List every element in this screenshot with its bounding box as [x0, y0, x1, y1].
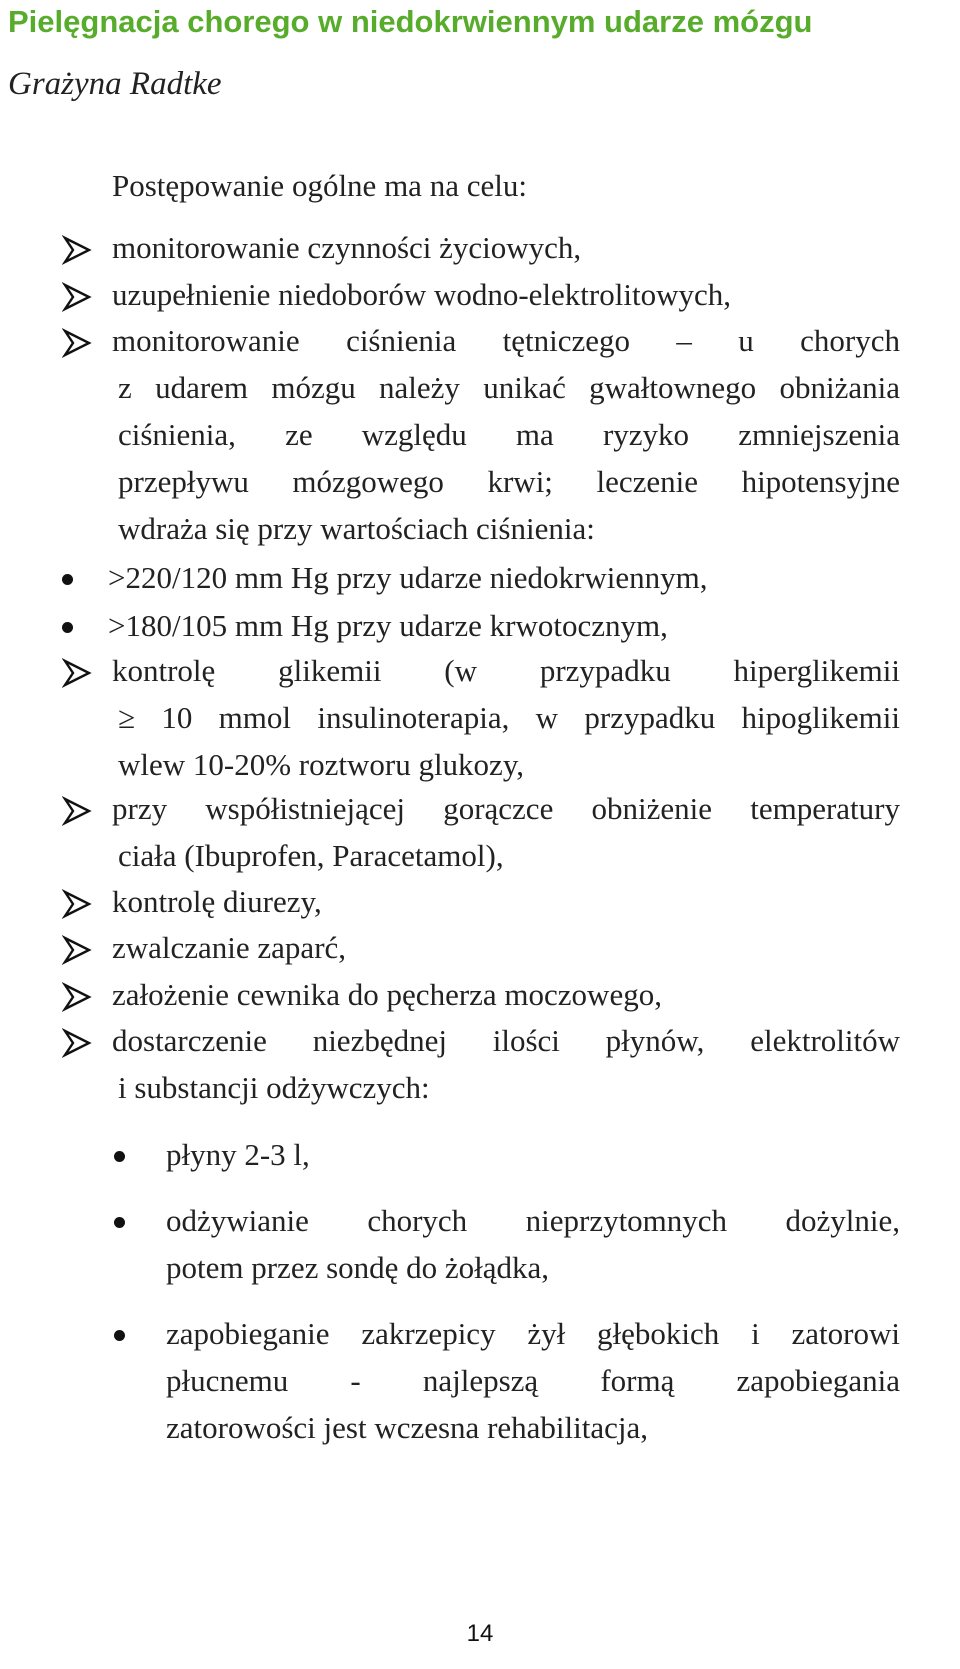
sub-list-item-continuation: zatorowości jest wczesna rehabilitacja, [166, 1410, 648, 1445]
list-item: kontrolę glikemii (w przypadku hiperglikemii [112, 653, 900, 688]
round-bullet-icon [62, 574, 73, 585]
arrow-bullet-icon [62, 658, 92, 688]
round-bullet-icon [114, 1151, 125, 1162]
list-item-continuation: ≥ 10 mmol insulinoterapia, w przypadku hipoglikemii [118, 700, 900, 735]
list-item: monitorowanie ciśnienia tętniczego – u chorych [112, 323, 900, 358]
list-item-continuation: przepływu mózgowego krwi; leczenie hipotensyjne [118, 464, 900, 499]
list-item-continuation: ciśnienia, ze względu ma ryzyko zmniejszenia [118, 417, 900, 452]
arrow-bullet-icon [62, 328, 92, 358]
list-item: monitorowanie czynności życiowych, [112, 230, 582, 265]
intro-text: Postępowanie ogólne ma na celu: [112, 168, 527, 203]
round-bullet-icon [114, 1217, 125, 1228]
list-item: założenie cewnika do pęcherza moczowego, [112, 977, 662, 1012]
author-name: Grażyna Radtke [8, 66, 222, 102]
arrow-bullet-icon [62, 982, 92, 1012]
round-bullet-icon [62, 622, 73, 633]
list-item-continuation: wlew 10-20% roztworu glukozy, [118, 747, 525, 782]
arrow-bullet-icon [62, 889, 92, 919]
arrow-bullet-icon [62, 1028, 92, 1058]
list-item-continuation: wdraża się przy wartościach ciśnienia: [118, 511, 595, 546]
list-item-continuation: z udarem mózgu należy unikać gwałtownego obniżania [118, 370, 900, 405]
arrow-bullet-icon [62, 796, 92, 826]
list-item-continuation: i substancji odżywczych: [118, 1070, 430, 1105]
arrow-bullet-icon [62, 282, 92, 312]
sub-list-item-continuation: potem przez sondę do żołądka, [166, 1250, 550, 1285]
sub-list-item: zapobieganie zakrzepicy żył głębokich i zatorowi [166, 1316, 900, 1351]
list-item: uzupełnienie niedoborów wodno-elektrolitowych, [112, 277, 731, 312]
arrow-bullet-icon [62, 935, 92, 965]
sub-list-item: >220/120 mm Hg przy udarze niedokrwiennym, [108, 560, 708, 595]
sub-list-item: >180/105 mm Hg przy udarze krwotocznym, [108, 608, 668, 643]
list-item: dostarczenie niezbędnej ilości płynów, elektrolitów [112, 1023, 900, 1058]
list-item-continuation: ciała (Ibuprofen, Paracetamol), [118, 838, 504, 873]
sub-list-item: płyny 2-3 l, [166, 1137, 310, 1172]
arrow-bullet-icon [62, 235, 92, 265]
list-item: przy współistniejącej gorączce obniżenie temperatury [112, 791, 900, 826]
sub-list-item-continuation: płucnemu - najlepszą formą zapobiegania [166, 1363, 900, 1398]
list-item: kontrolę diurezy, [112, 884, 322, 919]
page-title: Pielęgnacja chorego w niedokrwiennym udarze mózgu [8, 4, 813, 39]
list-item: zwalczanie zaparć, [112, 930, 347, 965]
round-bullet-icon [114, 1330, 125, 1341]
page-number: 14 [466, 1620, 494, 1647]
sub-list-item: odżywianie chorych nieprzytomnych dożylnie, [166, 1203, 900, 1238]
